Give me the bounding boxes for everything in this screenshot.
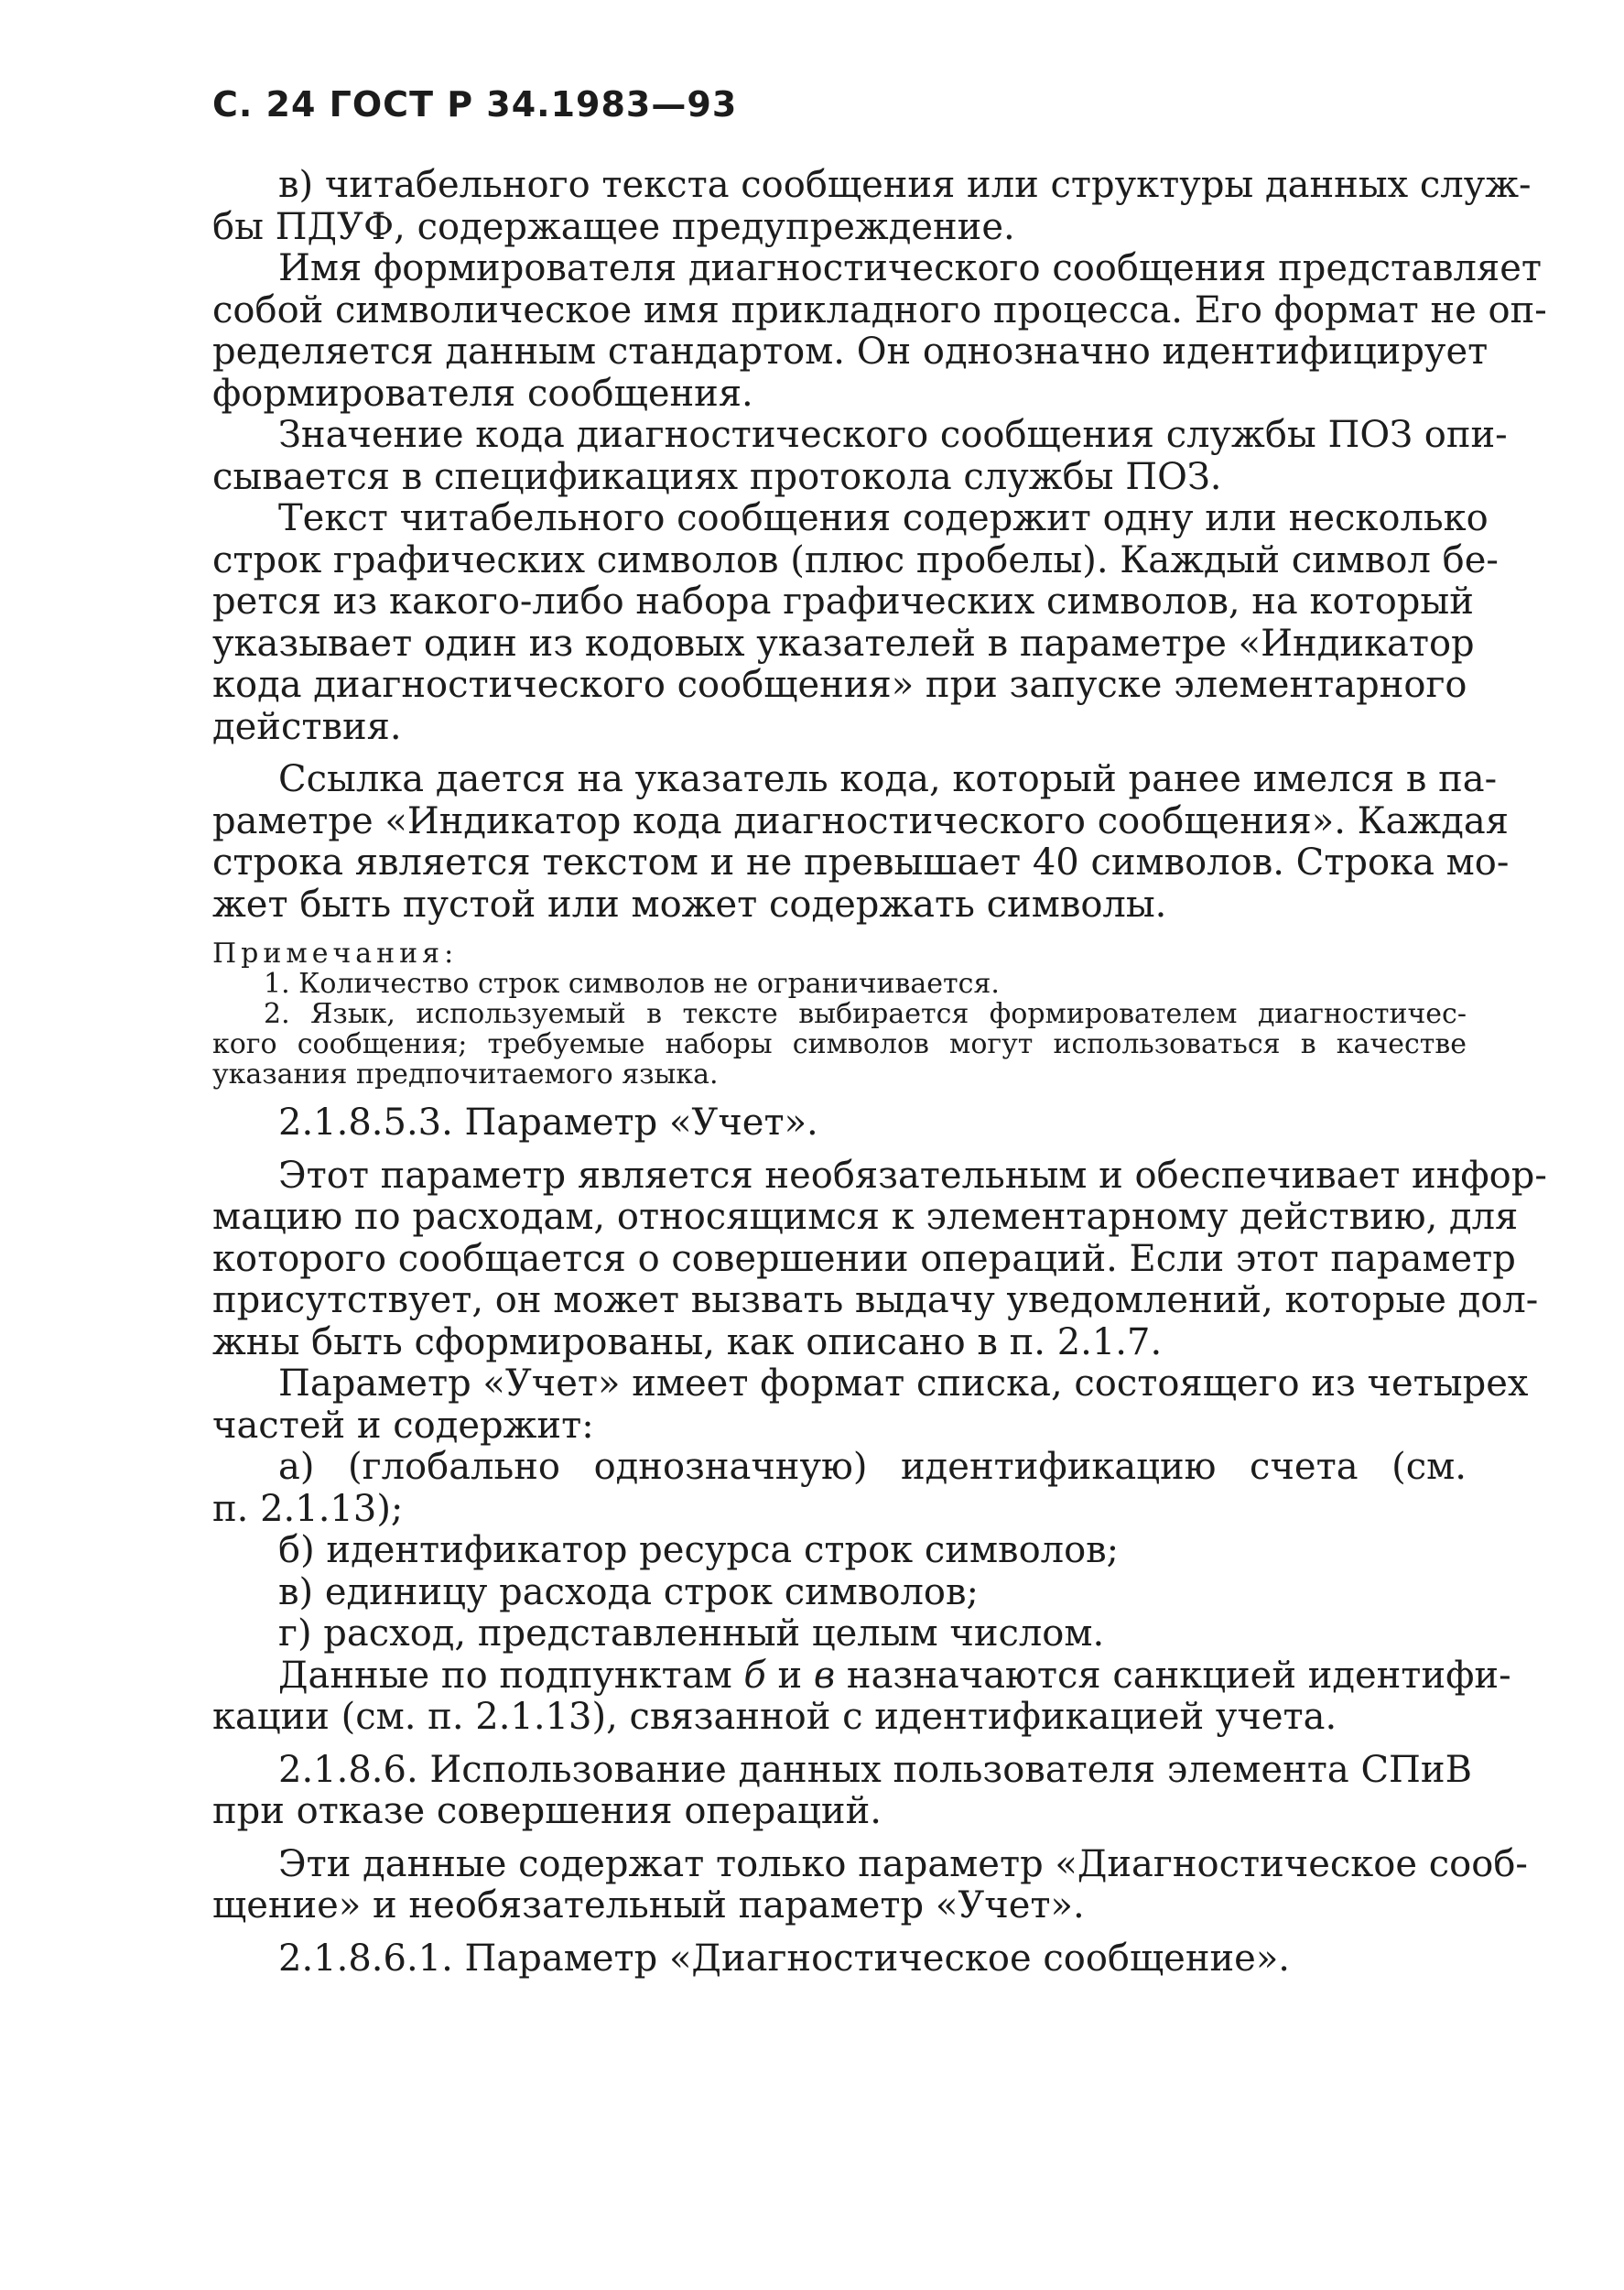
text-line: ределяется данным стандартом. Он однозначно идентифицирует <box>212 331 1489 373</box>
text-line: жны быть сформированы, как описано в п. 2.1.7. <box>212 1320 1163 1363</box>
text-line: формирователя сообщения. <box>212 372 753 415</box>
text-line: указывает один из кодовых указателей в параметре «Индикатор <box>212 622 1475 665</box>
document-body <box>212 164 1547 1980</box>
text-line: Данные по подпунктам б и в назначаются санкцией идентифи- <box>278 1654 1511 1697</box>
page-header: С. 24 ГОСТ Р 34.1983—93 <box>212 84 738 125</box>
section-heading: 2.1.8.5.3. Параметр «Учет». <box>278 1102 818 1144</box>
text-line: Текст читабельного сообщения содержит одну или несколько <box>278 497 1489 539</box>
note-line: кого сообщения; требуемые наборы символов могут использоваться в качестве <box>212 1028 1467 1060</box>
text-line: Параметр «Учет» имеет формат списка, состоящего из четырех <box>278 1362 1529 1405</box>
text-line: мацию по расходам, относящимся к элементарному действию, для <box>212 1196 1519 1238</box>
text-line: Имя формирователя диагностического сообщения представляет <box>278 247 1542 289</box>
text-line: Значение кода диагностического сообщения службы ПОЗ опи- <box>278 414 1508 456</box>
text-line: строка является текстом и не превышает 40 символов. Строка мо- <box>212 841 1510 884</box>
section-heading: 2.1.8.6. Использование данных пользователя элемента СПиВ <box>278 1748 1472 1791</box>
text-line: бы ПДУФ, содержащее предупреждение. <box>212 205 1015 248</box>
text-line: Этот параметр является необязательным и обеспечивает инфор- <box>278 1154 1547 1197</box>
notes-title: Примечания: <box>212 938 459 970</box>
text-line: жет быть пустой или может содержать символы. <box>212 883 1167 926</box>
list-item: п. 2.1.13); <box>212 1487 404 1530</box>
text-line: строк графических символов (плюс пробелы). Каждый символ бе- <box>212 538 1499 581</box>
list-item: г) расход, представленный целым числом. <box>278 1612 1105 1655</box>
section-heading: 2.1.8.6.1. Параметр «Диагностическое сообщение». <box>278 1937 1291 1980</box>
list-item: в) единицу расхода строк символов; <box>278 1570 979 1613</box>
list-item: б) идентификатор ресурса строк символов; <box>278 1529 1120 1571</box>
note-line: 1. Количество строк символов не ограничивается. <box>264 968 1000 1000</box>
text-line: щение» и необязательный параметр «Учет». <box>212 1884 1085 1926</box>
note-line: указания предпочитаемого языка. <box>212 1058 719 1091</box>
text-line: частей и содержит: <box>212 1404 594 1447</box>
notes-block <box>212 939 1467 1090</box>
text-line: в) читабельного текста сообщения или структуры данных служ- <box>278 164 1532 206</box>
text-line: кации (см. п. 2.1.13), связанной с идентификацией учета. <box>212 1696 1337 1738</box>
text-line: которого сообщается о совершении операций. Если этот параметр <box>212 1237 1516 1280</box>
text-line: раметре «Индикатор кода диагностического сообщения». Каждая <box>212 799 1509 842</box>
text-line: собой символическое имя прикладного процесса. Его формат не оп- <box>212 288 1547 331</box>
text-line: Эти данные содержат только параметр «Диагностическое сооб- <box>278 1842 1528 1885</box>
text-line: Ссылка дается на указатель кода, который ранее имелся в па- <box>278 758 1498 800</box>
text-line: присутствует, он может вызвать выдачу уведомлений, которые дол- <box>212 1279 1539 1321</box>
text-line: сывается в спецификациях протокола службы ПОЗ. <box>212 455 1222 498</box>
text-line: рется из какого-либо набора графических символов, на который <box>212 581 1474 623</box>
note-line: 2. Язык, используемый в тексте выбирается формирователем диагностичес- <box>264 998 1467 1030</box>
list-item: а) (глобально однозначную) идентификацию счета (см. <box>278 1446 1467 1488</box>
section-heading: при отказе совершения операций. <box>212 1790 882 1832</box>
text-line: действия. <box>212 705 402 748</box>
text-line: кода диагностического сообщения» при запуске элементарного <box>212 664 1467 706</box>
